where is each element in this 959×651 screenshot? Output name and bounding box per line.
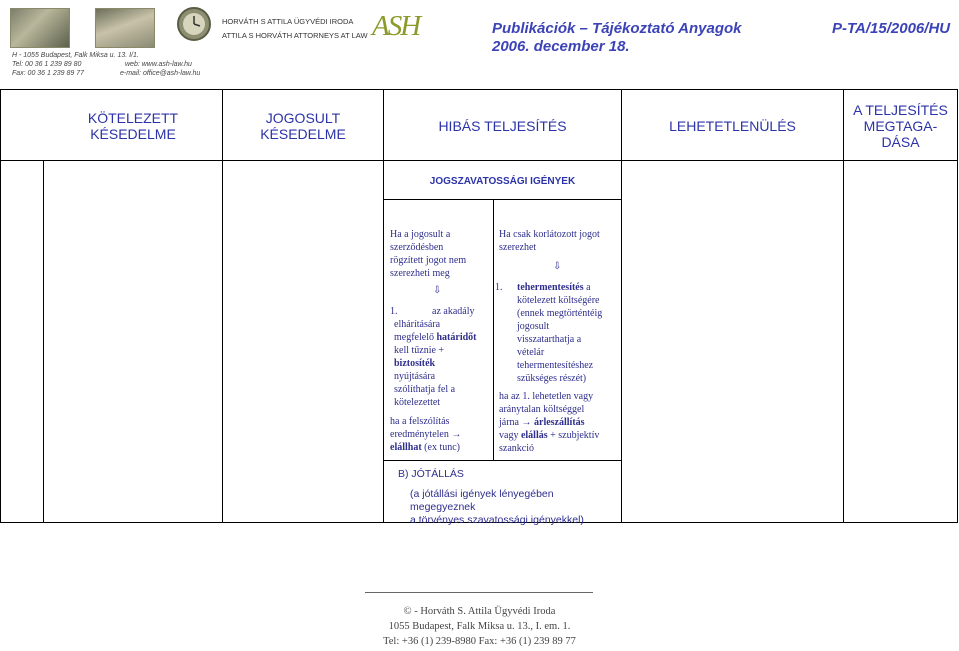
- fax: Fax: 00 36 1 239 89 77: [12, 70, 84, 77]
- col-teljesites-megtagadasa: A TELJESÍTÉS MEGTAGA-DÁSA: [853, 102, 948, 150]
- left-cell-line: kell tűznie +: [394, 345, 445, 356]
- left-cell-line: szólíthatja fel a: [394, 384, 456, 395]
- right-cell-line: jogosult: [517, 321, 550, 332]
- publication-date: 2006. december 18.: [492, 38, 630, 55]
- right-cell-line: (ennek megtörténtéig: [517, 308, 603, 319]
- firm-name-en: ATTILA S HORVÁTH ATTORNEYS AT LAW: [222, 31, 368, 40]
- subcells-bottom-border: [384, 460, 621, 461]
- right-cell-line: szükséges részét): [517, 373, 587, 384]
- right-cell-line: vagy elállás + szubjektív: [499, 430, 600, 441]
- list-number: 1.: [495, 282, 503, 293]
- left-cell-line: szerezheti meg: [390, 268, 450, 279]
- footer-copyright: © - Horváth S. Attila Ügyvédi Iroda: [403, 606, 556, 617]
- right-cell-line: szerezhet: [499, 242, 537, 253]
- col-jogosult-kesedelme: JOGOSULT KÉSEDELME: [260, 110, 346, 142]
- left-cell-line: elállhat (ex tunc): [390, 442, 460, 453]
- left-cell-line: az akadály: [432, 306, 475, 317]
- jogszav-bottom-border: [384, 199, 621, 200]
- right-cell-line: visszatarthatja a: [517, 334, 582, 345]
- subcell-divider: [493, 199, 494, 461]
- list-number: 1.: [390, 306, 398, 317]
- jotallas-text: [410, 488, 620, 527]
- email-link[interactable]: e-mail: office@ash-law.hu: [120, 70, 201, 77]
- right-cell-line: Ha csak korlátozott jogot: [499, 229, 600, 240]
- footer-address: 1055 Budapest, Falk Miksa u. 13., I. em. 1.: [388, 621, 571, 632]
- left-cell-line: elhárítására: [394, 319, 441, 330]
- address: H - 1055 Budapest, Falk Miksa u. 13. I/1.: [12, 52, 139, 59]
- left-cell-line: nyújtására: [394, 371, 436, 382]
- right-cell-line: járna → árleszállítás: [499, 417, 585, 428]
- jotallas-text-line: (a jótállási igények lényegében megegyeznek: [410, 488, 554, 513]
- firm-logo: ASH: [372, 10, 420, 42]
- arrow-right-icon: →: [451, 429, 462, 440]
- footer-divider: [365, 592, 593, 593]
- col-kotelezett-kesedelme: KÖTELEZETT KÉSEDELME: [87, 110, 179, 142]
- left-cell-line: szerződésben: [390, 242, 444, 253]
- right-cell-line: ha az 1. lehetetlen vagy: [499, 391, 594, 402]
- left-cell-line: megfelelő határidőt: [394, 332, 477, 343]
- right-cell-line: tehermentesítéshez: [517, 360, 594, 371]
- left-cell-line: ha a felszólítás: [390, 416, 450, 427]
- table-right-border: [957, 89, 958, 523]
- publication-title: Publikációk – Tájékoztató Anyagok: [492, 20, 742, 37]
- firm-name-hu: HORVÁTH S ATTILA ÜGYVÉDI IRODA: [222, 17, 354, 26]
- table-top-border: [0, 89, 958, 90]
- document-reference: P-TA/15/2006/HU: [832, 20, 951, 37]
- right-cell-line: kötelezett költségére: [517, 295, 600, 306]
- clock-icon: [175, 6, 213, 42]
- right-cell-line: aránytalan költséggel: [499, 404, 585, 415]
- header-photo-building: [10, 8, 70, 48]
- jotallas-text-line: a törvényes szavatossági igényekkel): [410, 514, 584, 526]
- header-row-border: [0, 160, 958, 161]
- left-cell-line: eredménytelen →: [390, 429, 462, 440]
- left-cell-line: rögzített jogot nem: [390, 255, 467, 266]
- left-cell-line: Ha a jogosult a: [390, 229, 451, 240]
- arrow-down-icon: ⇩: [553, 261, 562, 272]
- header-photo-office: [95, 8, 155, 48]
- footer-contact: Tel: +36 (1) 239-8980 Fax: +36 (1) 239 89 77: [383, 636, 576, 647]
- col-hibas-teljesites: HIBÁS TELJESÍTÉS: [438, 118, 567, 134]
- jogszavatossagi-igenyek-heading: JOGSZAVATOSSÁGI IGÉNYEK: [429, 175, 576, 187]
- col-divider-left: [43, 160, 44, 523]
- website-link[interactable]: web: www.ash-law.hu: [125, 61, 192, 68]
- right-cell-line: szankció: [499, 443, 534, 454]
- col-lehetetlenules: LEHETETLENÜLÉS: [669, 118, 796, 134]
- jotallas-heading: B) JÓTÁLLÁS: [398, 468, 464, 480]
- right-cell-line: vételár: [517, 347, 545, 358]
- arrow-down-icon: ⇩: [433, 285, 442, 296]
- left-cell-line: biztosíték: [394, 358, 436, 369]
- phone: Tel: 00 36 1 239 89 80: [12, 61, 82, 68]
- right-cell-line: tehermentesítés a: [517, 282, 591, 293]
- arrow-right-icon: →: [521, 417, 532, 428]
- left-cell-line: kötelezettet: [394, 397, 441, 408]
- table-left-border: [0, 89, 1, 523]
